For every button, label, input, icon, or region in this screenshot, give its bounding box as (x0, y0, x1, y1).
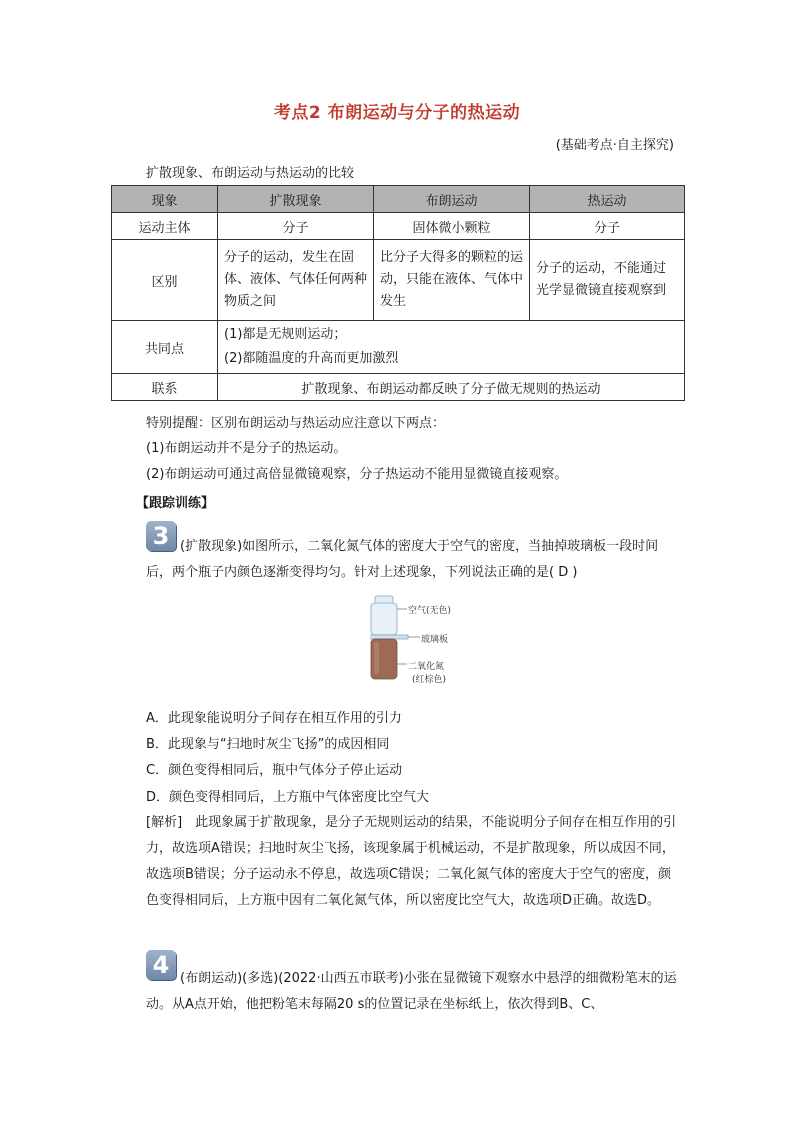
reminder-point-1: (1)布朗运动并不是分子的热运动。 (146, 441, 347, 456)
question-4-stem: (布朗运动)(多选)(2022·山西五市联考)小张在显微镜下观察水中悬浮的细微粉笔末的运动。从A点开始，他把粉笔末每隔20 s的位置记录在坐标纸上，依次得到B、C、 (146, 971, 677, 1012)
header-phenomenon: 现象 (112, 186, 218, 213)
header-diffusion: 扩散现象 (218, 186, 374, 213)
option-b: B．此现象与“扫地时灰尘飞扬”的成因相同 (146, 737, 390, 752)
header-brownian: 布朗运动 (374, 186, 530, 213)
bottle-highlight (374, 642, 379, 674)
label-no2: 二氧化氮 (408, 662, 445, 672)
section-tag: (基础考点·自主探究) (555, 138, 674, 153)
table-intro: 扩散现象、布朗运动与热运动的比较 (146, 166, 355, 181)
cell-common-label: 共同点 (112, 321, 218, 374)
table-row-difference (112, 240, 685, 321)
common-point-2: (2)都随温度的升高而更加激烈 (224, 351, 399, 366)
table-row-link (112, 374, 685, 401)
table-row-subject (112, 213, 685, 240)
table-header-row (112, 186, 685, 213)
cell-diff-diffusion: 分子的运动，发生在固体、液体、气体任何两种物质之间 (218, 240, 374, 321)
option-a: A．此现象能说明分子间存在相互作用的引力 (146, 711, 402, 726)
option-d: D．颜色变得相同后，上方瓶中气体密度比空气大 (146, 790, 430, 805)
glass-plate (370, 635, 408, 639)
label-glass-plate: 玻璃板 (421, 635, 449, 645)
section-title: 考点2 布朗运动与分子的热运动 (273, 103, 521, 123)
cell-subject-thermal: 分子 (530, 213, 685, 240)
table-row-common (112, 321, 685, 374)
follow-training-heading: 【跟踪训练】 (136, 496, 215, 511)
top-bottle (371, 603, 397, 635)
diffusion-bottles-figure (370, 594, 490, 689)
cell-diff-brownian: 比分子大得多的颗粒的运动，只能在液体、气体中发生 (374, 240, 530, 321)
common-point-1: (1)都是无规则运动； (224, 327, 347, 342)
question-3-badge: 3 (146, 521, 176, 551)
special-reminder: 特别提醒：区别布朗运动与热运动应注意以下两点： (146, 416, 446, 431)
option-c: C．颜色变得相同后，瓶中气体分子停止运动 (146, 763, 403, 778)
label-no2-color: (红棕色) (412, 675, 447, 685)
label-air: 空气(无色) (408, 606, 452, 616)
cell-link-content: 扩散现象、布朗运动都反映了分子做无规则的热运动 (218, 374, 685, 401)
cell-diff-thermal: 分子的运动，不能通过光学显微镜直接观察到 (530, 240, 685, 321)
cell-subject-label: 运动主体 (112, 213, 218, 240)
cell-common-content (218, 321, 685, 374)
cell-subject-diffusion: 分子 (218, 213, 374, 240)
cell-subject-brownian: 固体微小颗粒 (374, 213, 530, 240)
question-3-analysis: [解析] 此现象属于扩散现象，是分子无规则运动的结果，不能说明分子间存在相互作用的引力，故选项A错误；扫地时灰尘飞扬，该现象属于机械运动，不是扩散现象，所以成因不同，故选项B错误；分子运动永不停息，故选项C错误；二氧化氮气体的密度大于空气的密度，颜色变得相同后，上方瓶中因有二氧化氮气体，所以密度比空气大，故选项D正确。故选D。 (146, 815, 677, 908)
question-3-stem: (扩散现象)如图所示，二氧化氮气体的密度大于空气的密度，当抽掉玻璃板一段时间后，两个瓶子内颜色逐渐变得均匀。针对上述现象，下列说法正确的是( D ) (146, 539, 659, 580)
cell-diff-label: 区别 (112, 240, 218, 321)
reminder-point-2: (2)布朗运动可通过高倍显微镜观察，分子热运动不能用显微镜直接观察。 (146, 467, 568, 482)
cell-link-label: 联系 (112, 374, 218, 401)
question-4-badge: 4 (146, 950, 176, 980)
header-thermal: 热运动 (530, 186, 685, 213)
comparison-table (111, 185, 685, 401)
